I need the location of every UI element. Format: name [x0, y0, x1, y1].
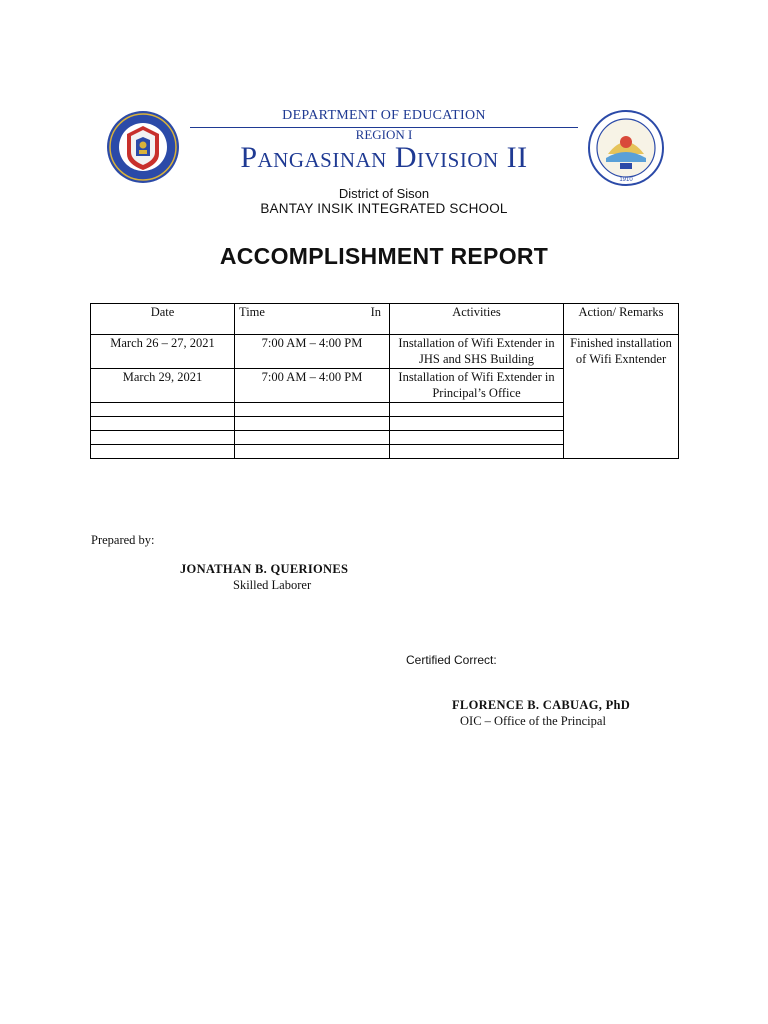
- date-cell: March 29, 2021: [91, 369, 235, 403]
- empty-cell: [235, 431, 390, 445]
- activity-cell: Installation of Wifi Extender in Principal’s Office: [390, 369, 564, 403]
- pangasinan-division-seal-icon: [588, 110, 664, 186]
- department-title: DEPARTMENT OF EDUCATION: [282, 108, 486, 123]
- header-time-label: Time: [239, 305, 265, 319]
- time-cell: 7:00 AM – 4:00 PM: [235, 369, 390, 403]
- empty-cell: [235, 445, 390, 459]
- empty-cell: [235, 417, 390, 431]
- header-activities: Activities: [390, 304, 564, 335]
- empty-cell: [390, 417, 564, 431]
- empty-cell: [91, 403, 235, 417]
- time-cell: 7:00 AM – 4:00 PM: [235, 335, 390, 369]
- accomplishment-table: [90, 303, 679, 459]
- certifier-name: FLORENCE B. CABUAG, PhD: [452, 698, 631, 712]
- empty-cell: [91, 417, 235, 431]
- preparer-position: Skilled Laborer: [233, 578, 312, 592]
- header-date: Date: [91, 304, 235, 335]
- table-header-row: [91, 304, 679, 335]
- page-title: ACCOMPLISHMENT REPORT: [219, 243, 549, 269]
- deped-seal-icon: [106, 110, 180, 184]
- date-cell: March 26 – 27, 2021: [91, 335, 235, 369]
- activity-cell: Installation of Wifi Extender in JHS and SHS Building: [390, 335, 564, 369]
- empty-cell: [235, 403, 390, 417]
- certifier-position: OIC – Office of the Principal: [460, 714, 606, 728]
- preparer-name: JONATHAN B. QUERIONES: [180, 562, 349, 576]
- header-time: [235, 304, 390, 335]
- remarks-cell: Finished installation of Wifi Exntender: [564, 335, 679, 459]
- empty-cell: [390, 431, 564, 445]
- header-remarks: Action/ Remarks: [564, 304, 679, 335]
- empty-cell: [91, 431, 235, 445]
- table-row: [91, 335, 679, 369]
- division-title: Pangasinan Division II: [240, 141, 528, 174]
- empty-cell: [91, 445, 235, 459]
- empty-cell: [390, 403, 564, 417]
- svg-text:1910: 1910: [619, 177, 633, 183]
- certified-correct-label: Certified Correct:: [406, 653, 497, 667]
- district-name: District of Sison: [338, 186, 430, 201]
- header-in-label: In: [370, 305, 381, 319]
- school-name: BANTAY INSIK INTEGRATED SCHOOL: [260, 201, 508, 216]
- empty-cell: [390, 445, 564, 459]
- region-title: REGION I: [355, 127, 413, 142]
- prepared-by-label: Prepared by:: [91, 533, 155, 547]
